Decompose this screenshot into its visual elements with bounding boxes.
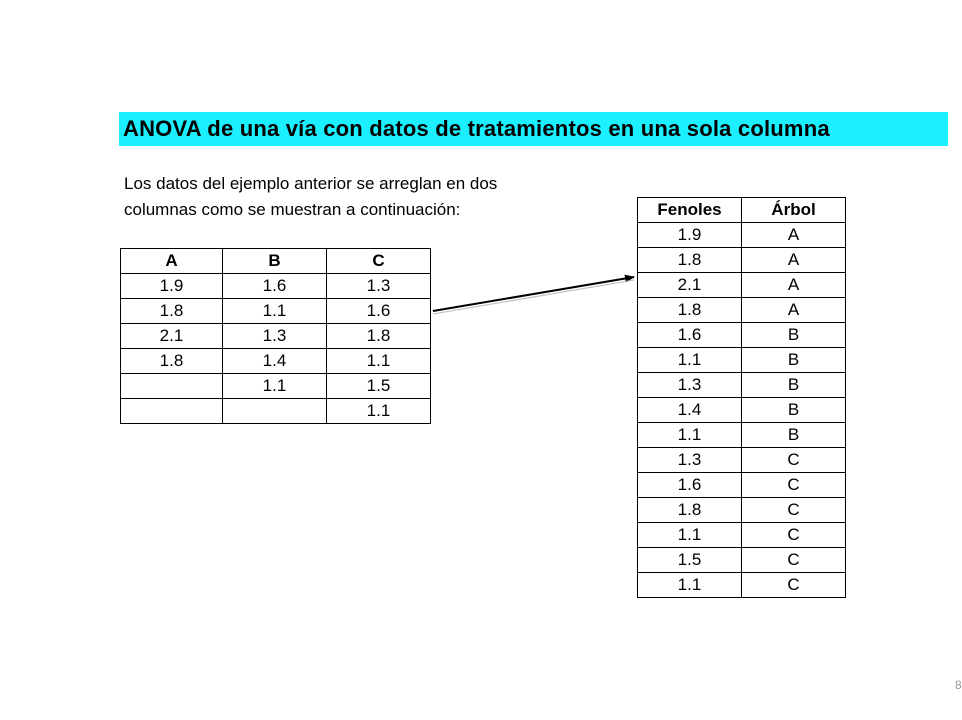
left_table-row	[121, 349, 431, 374]
right_table-row	[638, 223, 846, 248]
right_table-row	[638, 573, 846, 598]
right_table-cell: B	[742, 423, 846, 448]
right_table-cell: A	[742, 298, 846, 323]
left_table-cell: 1.8	[327, 324, 431, 349]
right_table-row	[638, 398, 846, 423]
right_table-cell: A	[742, 223, 846, 248]
left_table-cell: 1.5	[327, 374, 431, 399]
left_table-cell: 1.1	[327, 349, 431, 374]
left_table-cell: 1.6	[327, 299, 431, 324]
right_table-row	[638, 448, 846, 473]
right_table-cell: C	[742, 448, 846, 473]
left_table-cell: 1.1	[223, 374, 327, 399]
left_table-cell: 1.3	[327, 274, 431, 299]
right_table-header-row	[638, 198, 846, 223]
right_table-row	[638, 548, 846, 573]
left_table-row	[121, 399, 431, 424]
left_table-cell	[121, 399, 223, 424]
right_table-cell: A	[742, 248, 846, 273]
left_table-cell: 1.9	[121, 274, 223, 299]
right_table-cell: 1.9	[638, 223, 742, 248]
left_table-header-row	[121, 249, 431, 274]
right_table-cell: B	[742, 323, 846, 348]
right_table-row	[638, 348, 846, 373]
right_table-cell: 2.1	[638, 273, 742, 298]
right_table-cell: B	[742, 348, 846, 373]
right_table-cell: 1.3	[638, 448, 742, 473]
page-number: 8	[955, 678, 962, 692]
page-title: ANOVA de una vía con datos de tratamientos en una sola columna	[119, 112, 948, 146]
intro-text	[124, 171, 604, 223]
right_table-header-cell: Árbol	[742, 198, 846, 223]
right_table-cell: 1.6	[638, 323, 742, 348]
right_table-cell: 1.8	[638, 498, 742, 523]
right_table-cell: 1.8	[638, 248, 742, 273]
right_table-header-cell: Fenoles	[638, 198, 742, 223]
left_table-cell: 1.1	[223, 299, 327, 324]
left_table-row	[121, 374, 431, 399]
left_table-cell	[223, 399, 327, 424]
right_table-row	[638, 498, 846, 523]
right_table-cell: B	[742, 398, 846, 423]
right_table-row	[638, 248, 846, 273]
right_table-cell: A	[742, 273, 846, 298]
right_table-cell: C	[742, 523, 846, 548]
left_table-cell: 1.3	[223, 324, 327, 349]
right_table-row	[638, 323, 846, 348]
right_table-cell: 1.1	[638, 348, 742, 373]
right_table-row	[638, 273, 846, 298]
left_table-cell: 1.6	[223, 274, 327, 299]
left_table-cell: 1.8	[121, 299, 223, 324]
right_table-row	[638, 373, 846, 398]
right_table-cell: C	[742, 573, 846, 598]
left_table-cell: 1.4	[223, 349, 327, 374]
right_table-cell: 1.1	[638, 523, 742, 548]
intro-line-2: columnas como se muestran a continuación:	[124, 200, 461, 219]
right_table-cell: 1.3	[638, 373, 742, 398]
right_table-cell: 1.6	[638, 473, 742, 498]
right_table-row	[638, 298, 846, 323]
left_table-row	[121, 274, 431, 299]
right_table-cell: 1.8	[638, 298, 742, 323]
right_table-cell: 1.1	[638, 423, 742, 448]
right_table-cell: C	[742, 473, 846, 498]
right_table-row	[638, 523, 846, 548]
single-column-table	[637, 197, 846, 598]
right_table-cell: C	[742, 498, 846, 523]
left_table-row	[121, 299, 431, 324]
left_table-header-cell: C	[327, 249, 431, 274]
right_table-cell: 1.5	[638, 548, 742, 573]
right_table-cell: 1.1	[638, 573, 742, 598]
left_table-header-cell: B	[223, 249, 327, 274]
left_table-cell: 1.1	[327, 399, 431, 424]
intro-line-1: Los datos del ejemplo anterior se arreglan en dos	[124, 174, 498, 193]
left_table-cell: 2.1	[121, 324, 223, 349]
left_table-row	[121, 324, 431, 349]
treatment-columns-table	[120, 248, 431, 424]
right_table-row	[638, 473, 846, 498]
right_table-cell: 1.4	[638, 398, 742, 423]
left_table-cell: 1.8	[121, 349, 223, 374]
left_table-cell	[121, 374, 223, 399]
left_table-header-cell: A	[121, 249, 223, 274]
right_table-cell: B	[742, 373, 846, 398]
right_table-row	[638, 423, 846, 448]
right_table-cell: C	[742, 548, 846, 573]
